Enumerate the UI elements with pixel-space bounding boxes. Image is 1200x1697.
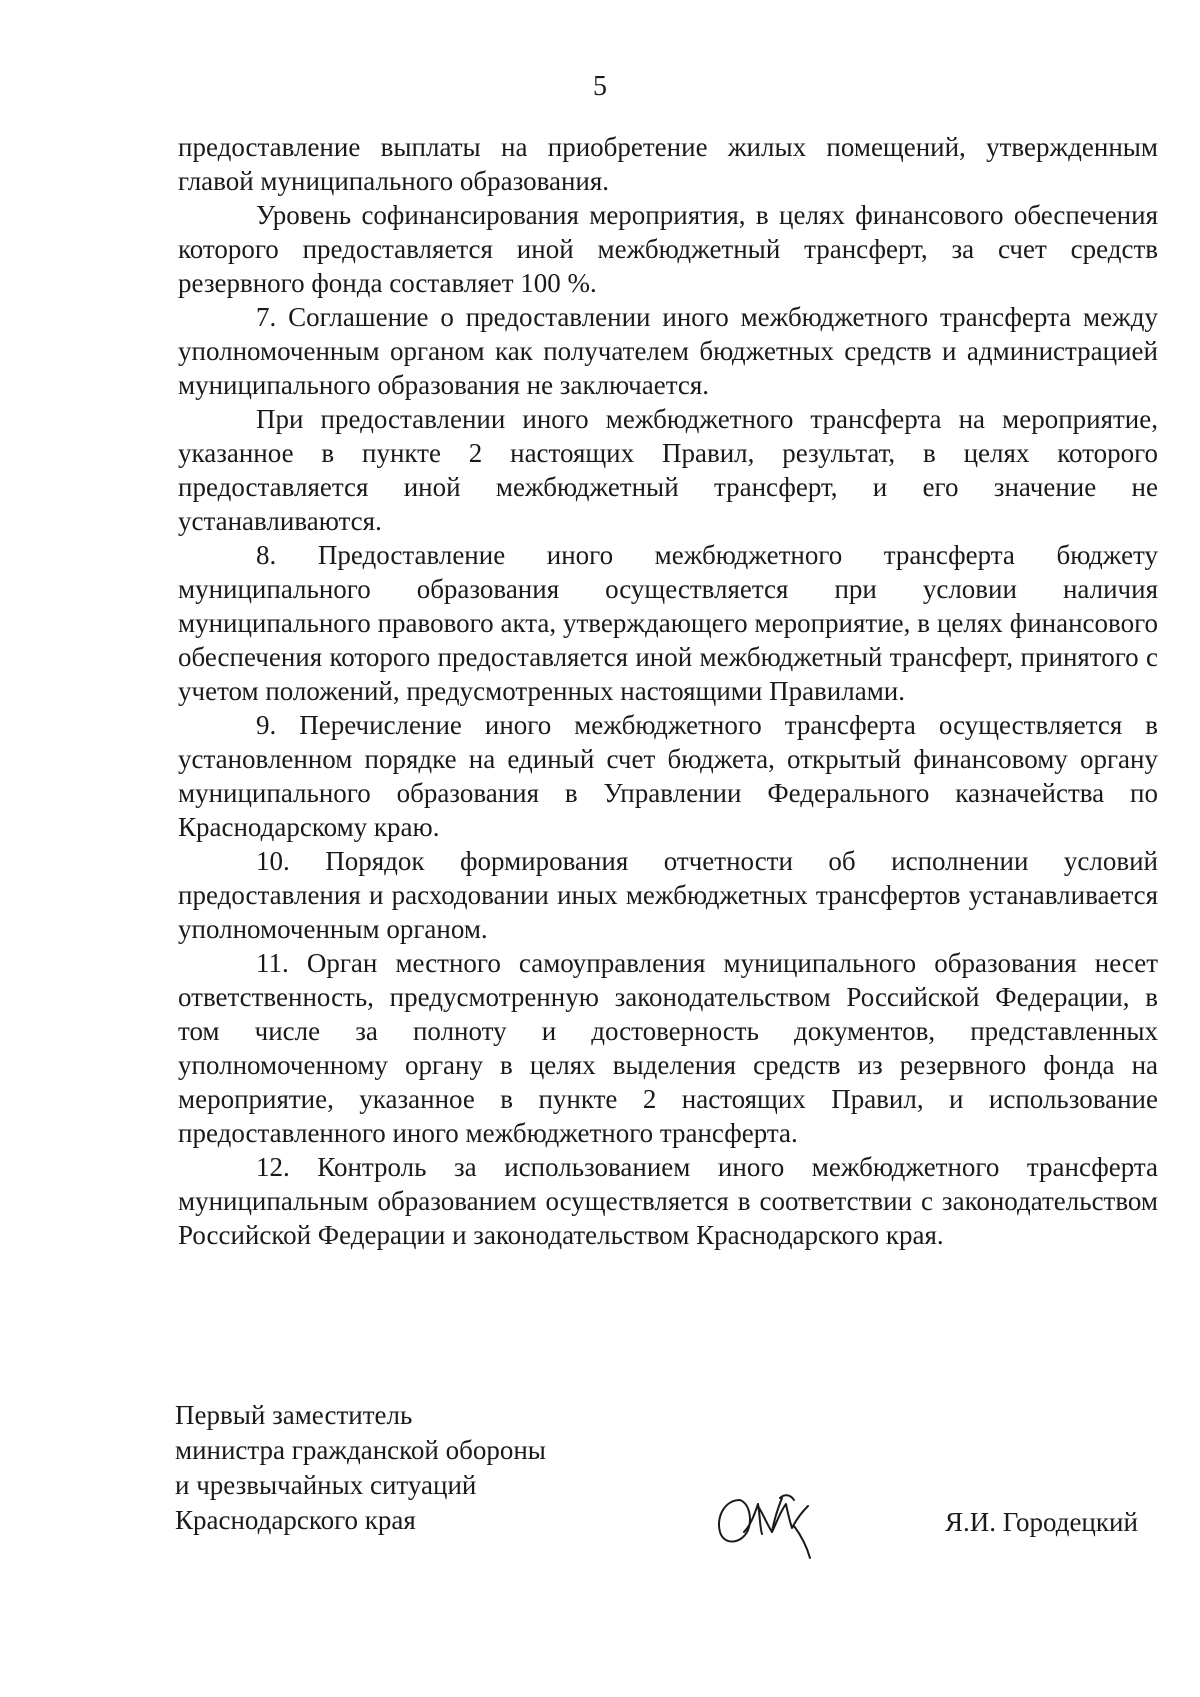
page-number: 5	[593, 71, 607, 102]
handwritten-signature	[710, 1486, 830, 1566]
signature-block	[175, 1398, 1155, 1558]
paragraph-5: 8. Предоставление иного межбюджетного трансферта бюджету муниципального образования осуществляется при условии наличия муниципального правового акта, утверждающего мероприятие, в целях финансового обеспечения которого предоставляется иной межбюджетный трансферт, принятого с учетом положений, предусмотренных настоящими Правилами.	[178, 540, 1158, 706]
paragraph-7: 10. Порядок формирования отчетности об исполнении условий предоставления и расходовании иных межбюджетных трансфертов устанавливается уполномоченным органом.	[178, 846, 1158, 944]
signatory-position-line: Краснодарского края	[175, 1505, 416, 1535]
paragraph-4: При предоставлении иного межбюджетного трансферта на мероприятие, указанное в пункте 2 настоящих Правил, результат, в целях которого предоставляется иной межбюджетный трансферт, и его значение не устанавливаются.	[178, 404, 1158, 536]
document-body	[178, 130, 1158, 1252]
paragraph-9: 12. Контроль за использованием иного межбюджетного трансферта муниципальным образованием осуществляется в соответствии с законодательством Российской Федерации и законодательством Краснодарского края.	[178, 1152, 1158, 1250]
paragraph-3: 7. Соглашение о предоставлении иного межбюджетного трансферта между уполномоченным органом как получателем бюджетных средств и администрацией муниципального образования не заключается.	[178, 302, 1158, 400]
signatory-position-line: Первый заместитель	[175, 1400, 413, 1430]
signatory-position	[175, 1398, 635, 1538]
paragraph-6: 9. Перечисление иного межбюджетного трансферта осуществляется в установленном порядке на единый счет бюджета, открытый финансовому органу муниципального образования в Управлении Федерального казначейства по Краснодарскому краю.	[178, 710, 1158, 842]
paragraph-2: Уровень софинансирования мероприятия, в целях финансового обеспечения которого предоставляется иной межбюджетный трансферт, за счет средств резервного фонда составляет 100 %.	[178, 200, 1158, 298]
paragraph-8: 11. Орган местного самоуправления муниципального образования несет ответственность, предусмотренную законодательством Российской Федерации, в том числе за полноту и достоверность документов, представленных уполномоченному органу в целях выделения средств из резервного фонда на мероприятие, указанное в пункте 2 настоящих Правил, и использование предоставленного иного межбюджетного трансферта.	[178, 948, 1158, 1148]
signatory-name: Я.И. Городецкий	[945, 1507, 1138, 1537]
signatory-position-line: министра гражданской обороны	[175, 1435, 546, 1465]
paragraph-1: предоставление выплаты на приобретение жилых помещений, утвержденным главой муниципального образования.	[178, 132, 1158, 196]
signatory-position-line: и чрезвычайных ситуаций	[175, 1470, 477, 1500]
